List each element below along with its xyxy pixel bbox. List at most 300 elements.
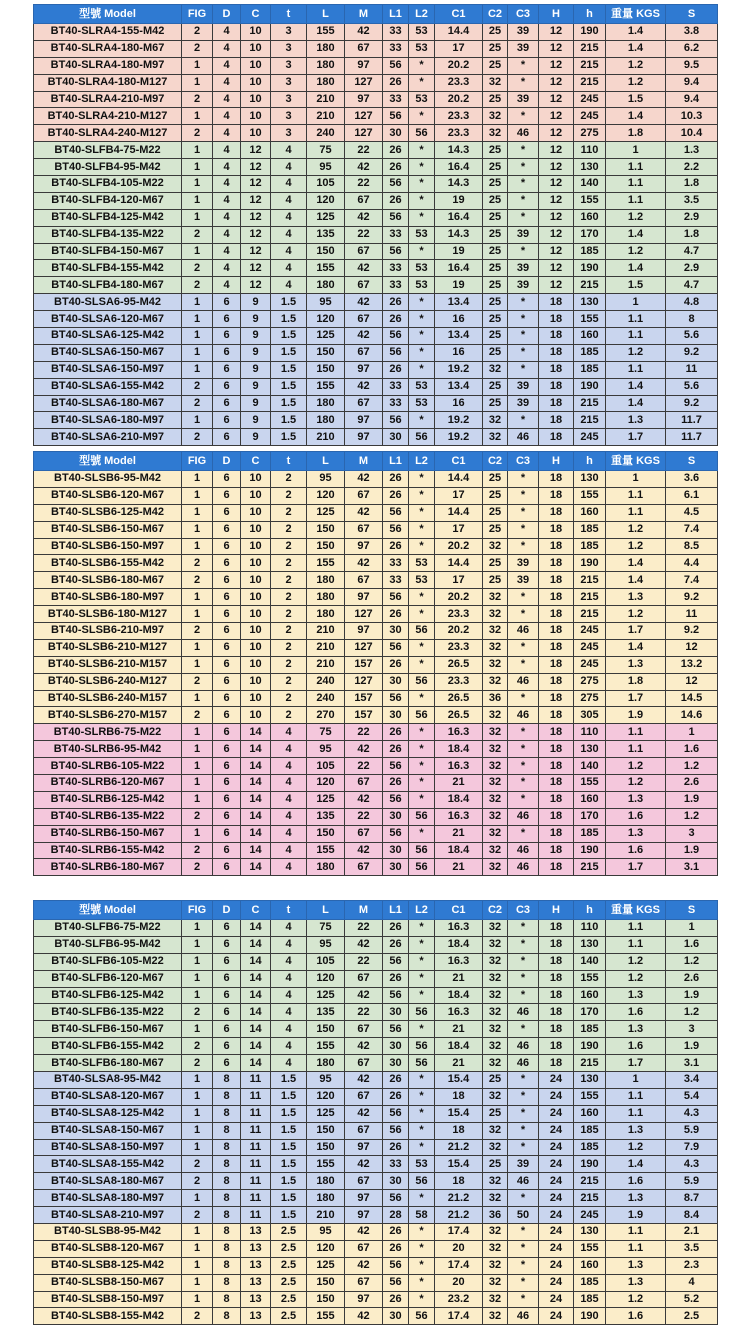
model-cell: BT40-SLSB6-95-M42 [34, 471, 182, 488]
value-cell: 14 [241, 1021, 271, 1038]
value-cell: 18 [539, 361, 574, 378]
value-cell: 8 [213, 1072, 241, 1089]
value-cell: * [409, 176, 435, 193]
table-row [34, 471, 718, 488]
value-cell: 50 [508, 1207, 539, 1224]
value-cell: * [508, 775, 539, 792]
value-cell: 18.4 [435, 842, 483, 859]
value-cell: 30 [383, 842, 409, 859]
column-header: C3 [508, 901, 539, 920]
value-cell: 157 [345, 690, 383, 707]
value-cell: 2 [271, 504, 307, 521]
value-cell: 4 [213, 142, 241, 159]
value-cell: 180 [307, 74, 345, 91]
value-cell: * [409, 1105, 435, 1122]
value-cell: 39 [508, 555, 539, 572]
value-cell: 6 [213, 1055, 241, 1072]
model-cell: BT40-SLSA8-155-M42 [34, 1156, 182, 1173]
value-cell: 32 [483, 538, 508, 555]
model-cell: BT40-SLRB6-150-M67 [34, 825, 182, 842]
table-row [34, 936, 718, 953]
model-cell: BT40-SLSA6-150-M97 [34, 361, 182, 378]
value-cell: 9 [241, 328, 271, 345]
value-cell: 9 [241, 361, 271, 378]
value-cell: 26 [383, 142, 409, 159]
table-row [34, 775, 718, 792]
value-cell: 17 [435, 521, 483, 538]
value-cell: 67 [345, 277, 383, 294]
table-row [34, 1055, 718, 1072]
value-cell: 1 [182, 1139, 213, 1156]
value-cell: 24 [539, 1156, 574, 1173]
value-cell: * [409, 1291, 435, 1308]
table-row [34, 429, 718, 446]
value-cell: 120 [307, 487, 345, 504]
value-cell: 6 [213, 471, 241, 488]
value-cell: 1 [182, 1122, 213, 1139]
table-row [34, 808, 718, 825]
value-cell: * [409, 690, 435, 707]
table-row [34, 108, 718, 125]
value-cell: 4 [213, 260, 241, 277]
value-cell: * [508, 1190, 539, 1207]
value-cell: 1 [182, 970, 213, 987]
value-cell: 56 [409, 1038, 435, 1055]
value-cell: 245 [574, 639, 606, 656]
value-cell: 4 [271, 859, 307, 876]
model-cell: BT40-SLRA4-180-M127 [34, 74, 182, 91]
value-cell: * [409, 953, 435, 970]
value-cell: 4 [271, 1055, 307, 1072]
value-cell: 18 [539, 690, 574, 707]
value-cell: 19 [435, 192, 483, 209]
model-cell: BT40-SLSA8-125-M42 [34, 1105, 182, 1122]
value-cell: 22 [345, 1004, 383, 1021]
value-cell: 19 [435, 243, 483, 260]
value-cell: 1.3 [606, 412, 666, 429]
value-cell: 56 [409, 707, 435, 724]
value-cell: 3.5 [666, 192, 718, 209]
value-cell: 32 [483, 1139, 508, 1156]
model-cell: BT40-SLRA4-240-M127 [34, 125, 182, 142]
table-row [34, 1274, 718, 1291]
value-cell: 140 [574, 758, 606, 775]
spec-table-2 [33, 451, 718, 876]
value-cell: 4 [271, 825, 307, 842]
value-cell: 28 [383, 1207, 409, 1224]
value-cell: 12 [539, 91, 574, 108]
value-cell: 13 [241, 1240, 271, 1257]
value-cell: 2 [182, 1038, 213, 1055]
value-cell: 56 [409, 623, 435, 640]
value-cell: 67 [345, 1122, 383, 1139]
value-cell: 46 [508, 1308, 539, 1325]
value-cell: 18 [435, 1122, 483, 1139]
value-cell: 14 [241, 808, 271, 825]
value-cell: 18 [539, 328, 574, 345]
value-cell: * [409, 142, 435, 159]
column-header: L1 [383, 901, 409, 920]
table-row [34, 758, 718, 775]
column-header: H [539, 5, 574, 24]
table-row [34, 1105, 718, 1122]
model-cell: BT40-SLSA6-95-M42 [34, 294, 182, 311]
value-cell: 2 [271, 538, 307, 555]
value-cell: 1.5 [271, 1105, 307, 1122]
model-cell: BT40-SLSA6-150-M67 [34, 344, 182, 361]
value-cell: 39 [508, 91, 539, 108]
value-cell: 1.5 [271, 1156, 307, 1173]
table-row [34, 987, 718, 1004]
value-cell: 33 [383, 260, 409, 277]
value-cell: 24 [539, 1122, 574, 1139]
model-cell: BT40-SLRB6-95-M42 [34, 741, 182, 758]
value-cell: 4 [271, 741, 307, 758]
value-cell: 24 [539, 1105, 574, 1122]
model-cell: BT40-SLSB6-180-M127 [34, 606, 182, 623]
value-cell: 1.5 [271, 395, 307, 412]
value-cell: 2.6 [666, 775, 718, 792]
value-cell: 9 [241, 378, 271, 395]
value-cell: * [508, 589, 539, 606]
value-cell: 155 [574, 1240, 606, 1257]
value-cell: 9 [241, 311, 271, 328]
value-cell: 1 [182, 471, 213, 488]
value-cell: 4 [213, 74, 241, 91]
value-cell: 18 [539, 656, 574, 673]
value-cell: * [508, 1072, 539, 1089]
value-cell: 2 [271, 487, 307, 504]
value-cell: 56 [409, 125, 435, 142]
table-row [34, 142, 718, 159]
value-cell: 18 [539, 471, 574, 488]
value-cell: 53 [409, 555, 435, 572]
value-cell: 6 [213, 344, 241, 361]
value-cell: 1.5 [271, 1173, 307, 1190]
value-cell: 4 [271, 920, 307, 937]
value-cell: 120 [307, 1240, 345, 1257]
value-cell: * [409, 294, 435, 311]
value-cell: 6 [213, 791, 241, 808]
value-cell: 67 [345, 859, 383, 876]
value-cell: 2.9 [666, 209, 718, 226]
value-cell: 53 [409, 24, 435, 41]
table-row [34, 91, 718, 108]
value-cell: 56 [383, 57, 409, 74]
model-cell: BT40-SLRB6-105-M22 [34, 758, 182, 775]
value-cell: 56 [409, 1055, 435, 1072]
value-cell: 25 [483, 378, 508, 395]
value-cell: 2 [182, 277, 213, 294]
value-cell: 11 [241, 1105, 271, 1122]
value-cell: 1 [182, 176, 213, 193]
value-cell: 1.5 [606, 91, 666, 108]
value-cell: 56 [409, 673, 435, 690]
value-cell: 8 [213, 1105, 241, 1122]
value-cell: * [409, 741, 435, 758]
model-cell: BT40-SLRB6-180-M67 [34, 859, 182, 876]
value-cell: 9.2 [666, 344, 718, 361]
value-cell: 26 [383, 936, 409, 953]
model-cell: BT40-SLRB6-120-M67 [34, 775, 182, 792]
value-cell: 6 [213, 487, 241, 504]
value-cell: 14 [241, 987, 271, 1004]
model-cell: BT40-SLSB6-180-M97 [34, 589, 182, 606]
value-cell: 19.2 [435, 361, 483, 378]
value-cell: 150 [307, 521, 345, 538]
value-cell: 8 [213, 1156, 241, 1173]
value-cell: 127 [345, 673, 383, 690]
value-cell: 1.6 [606, 808, 666, 825]
value-cell: 110 [574, 724, 606, 741]
table-row [34, 1088, 718, 1105]
value-cell: 4 [271, 987, 307, 1004]
value-cell: 4 [213, 91, 241, 108]
value-cell: 33 [383, 40, 409, 57]
value-cell: 97 [345, 1190, 383, 1207]
value-cell: 1.2 [606, 521, 666, 538]
value-cell: 22 [345, 176, 383, 193]
value-cell: 95 [307, 159, 345, 176]
value-cell: 11.7 [666, 412, 718, 429]
value-cell: 18 [539, 953, 574, 970]
value-cell: 180 [307, 859, 345, 876]
value-cell: 22 [345, 142, 383, 159]
column-header: H [539, 901, 574, 920]
value-cell: 4.7 [666, 243, 718, 260]
value-cell: 25 [483, 192, 508, 209]
value-cell: 4.5 [666, 504, 718, 521]
value-cell: 4 [271, 192, 307, 209]
table-row [34, 1072, 718, 1089]
value-cell: 7.9 [666, 1139, 718, 1156]
value-cell: 25 [483, 1105, 508, 1122]
value-cell: 23.3 [435, 108, 483, 125]
value-cell: * [508, 159, 539, 176]
value-cell: 105 [307, 176, 345, 193]
value-cell: 16.4 [435, 159, 483, 176]
header-row [34, 901, 718, 920]
value-cell: 18 [539, 1021, 574, 1038]
table-row [34, 176, 718, 193]
table-body [34, 24, 718, 446]
value-cell: 2 [271, 707, 307, 724]
column-header: L2 [409, 452, 435, 471]
value-cell: 33 [383, 24, 409, 41]
value-cell: 18 [539, 825, 574, 842]
value-cell: 1.6 [606, 1173, 666, 1190]
value-cell: 190 [574, 378, 606, 395]
value-cell: 210 [307, 1207, 345, 1224]
value-cell: 185 [574, 825, 606, 842]
value-cell: 1.5 [271, 361, 307, 378]
value-cell: 1.2 [606, 209, 666, 226]
value-cell: 56 [383, 1021, 409, 1038]
value-cell: 1.3 [666, 142, 718, 159]
value-cell: 15.4 [435, 1072, 483, 1089]
model-cell: BT40-SLSA8-120-M67 [34, 1088, 182, 1105]
value-cell: 30 [383, 673, 409, 690]
model-cell: BT40-SLSB6-125-M42 [34, 504, 182, 521]
value-cell: 11.7 [666, 429, 718, 446]
value-cell: 8 [213, 1240, 241, 1257]
value-cell: 21 [435, 970, 483, 987]
value-cell: 14 [241, 1038, 271, 1055]
value-cell: * [508, 724, 539, 741]
value-cell: 1 [182, 1088, 213, 1105]
value-cell: 1 [182, 1291, 213, 1308]
value-cell: 210 [307, 108, 345, 125]
value-cell: 11 [241, 1173, 271, 1190]
value-cell: 18 [539, 311, 574, 328]
value-cell: 2.5 [271, 1291, 307, 1308]
value-cell: 185 [574, 1274, 606, 1291]
value-cell: 150 [307, 1291, 345, 1308]
value-cell: 127 [345, 639, 383, 656]
column-header: C3 [508, 5, 539, 24]
value-cell: * [508, 487, 539, 504]
value-cell: 16 [435, 311, 483, 328]
value-cell: 130 [574, 294, 606, 311]
value-cell: 150 [307, 243, 345, 260]
value-cell: 8 [666, 311, 718, 328]
value-cell: 18 [539, 758, 574, 775]
value-cell: 18 [539, 487, 574, 504]
value-cell: 56 [383, 825, 409, 842]
value-cell: 25 [483, 91, 508, 108]
column-header: t [271, 5, 307, 24]
value-cell: 2 [182, 707, 213, 724]
table-row [34, 1207, 718, 1224]
header-row [34, 452, 718, 471]
value-cell: 25 [483, 176, 508, 193]
value-cell: 18 [539, 606, 574, 623]
value-cell: 26 [383, 487, 409, 504]
value-cell: 1.3 [606, 589, 666, 606]
table-row [34, 159, 718, 176]
value-cell: 30 [383, 1004, 409, 1021]
value-cell: 6 [213, 538, 241, 555]
value-cell: 46 [508, 673, 539, 690]
value-cell: 3.4 [666, 1072, 718, 1089]
value-cell: 67 [345, 243, 383, 260]
value-cell: * [508, 758, 539, 775]
value-cell: 125 [307, 791, 345, 808]
value-cell: 2 [182, 1173, 213, 1190]
value-cell: 11 [241, 1156, 271, 1173]
value-cell: 26.5 [435, 656, 483, 673]
value-cell: 245 [574, 656, 606, 673]
value-cell: 2.5 [271, 1224, 307, 1241]
value-cell: 170 [574, 1004, 606, 1021]
value-cell: 4 [271, 775, 307, 792]
value-cell: 56 [383, 690, 409, 707]
value-cell: 46 [508, 808, 539, 825]
value-cell: * [409, 589, 435, 606]
value-cell: 32 [483, 1021, 508, 1038]
value-cell: 26 [383, 741, 409, 758]
value-cell: 10 [241, 24, 271, 41]
value-cell: * [409, 1274, 435, 1291]
value-cell: 25 [483, 226, 508, 243]
value-cell: 150 [307, 538, 345, 555]
model-cell: BT40-SLSA8-210-M97 [34, 1207, 182, 1224]
value-cell: 26 [383, 1240, 409, 1257]
table-row [34, 395, 718, 412]
value-cell: 3 [666, 825, 718, 842]
value-cell: 24 [539, 1139, 574, 1156]
value-cell: 14 [241, 741, 271, 758]
value-cell: 67 [345, 572, 383, 589]
column-header: M [345, 901, 383, 920]
value-cell: 56 [383, 758, 409, 775]
value-cell: * [508, 936, 539, 953]
value-cell: 4 [213, 24, 241, 41]
value-cell: 12 [241, 243, 271, 260]
value-cell: 32 [483, 429, 508, 446]
value-cell: 18 [539, 538, 574, 555]
value-cell: 24 [539, 1072, 574, 1089]
value-cell: 1 [182, 487, 213, 504]
value-cell: 4 [271, 724, 307, 741]
value-cell: 1.2 [606, 57, 666, 74]
value-cell: 9.4 [666, 91, 718, 108]
value-cell: 140 [574, 176, 606, 193]
value-cell: 210 [307, 623, 345, 640]
value-cell: 22 [345, 758, 383, 775]
value-cell: 58 [409, 1207, 435, 1224]
value-cell: 127 [345, 125, 383, 142]
value-cell: 14 [241, 1004, 271, 1021]
value-cell: 13.2 [666, 656, 718, 673]
value-cell: 8.4 [666, 1207, 718, 1224]
model-cell: BT40-SLRA4-210-M127 [34, 108, 182, 125]
column-header: M [345, 5, 383, 24]
value-cell: 2 [271, 471, 307, 488]
value-cell: 26 [383, 1224, 409, 1241]
value-cell: 160 [574, 209, 606, 226]
value-cell: 53 [409, 572, 435, 589]
value-cell: 32 [483, 361, 508, 378]
value-cell: 1 [182, 1274, 213, 1291]
value-cell: 18 [539, 589, 574, 606]
value-cell: * [508, 1274, 539, 1291]
value-cell: 14 [241, 775, 271, 792]
value-cell: 9 [241, 395, 271, 412]
model-cell: BT40-SLSB6-210-M97 [34, 623, 182, 640]
value-cell: 18 [539, 1004, 574, 1021]
table-row [34, 589, 718, 606]
column-header: L1 [383, 5, 409, 24]
value-cell: 10 [241, 91, 271, 108]
value-cell: 13 [241, 1291, 271, 1308]
value-cell: 1.1 [606, 1088, 666, 1105]
value-cell: 180 [307, 1055, 345, 1072]
column-header: D [213, 5, 241, 24]
value-cell: 17 [435, 487, 483, 504]
value-cell: 25 [483, 243, 508, 260]
value-cell: * [508, 176, 539, 193]
value-cell: 14.3 [435, 142, 483, 159]
value-cell: 125 [307, 1257, 345, 1274]
value-cell: 3 [271, 91, 307, 108]
value-cell: 275 [574, 673, 606, 690]
value-cell: 1 [182, 953, 213, 970]
value-cell: 4 [213, 192, 241, 209]
value-cell: 1.4 [606, 40, 666, 57]
value-cell: 6 [213, 690, 241, 707]
value-cell: 160 [574, 987, 606, 1004]
